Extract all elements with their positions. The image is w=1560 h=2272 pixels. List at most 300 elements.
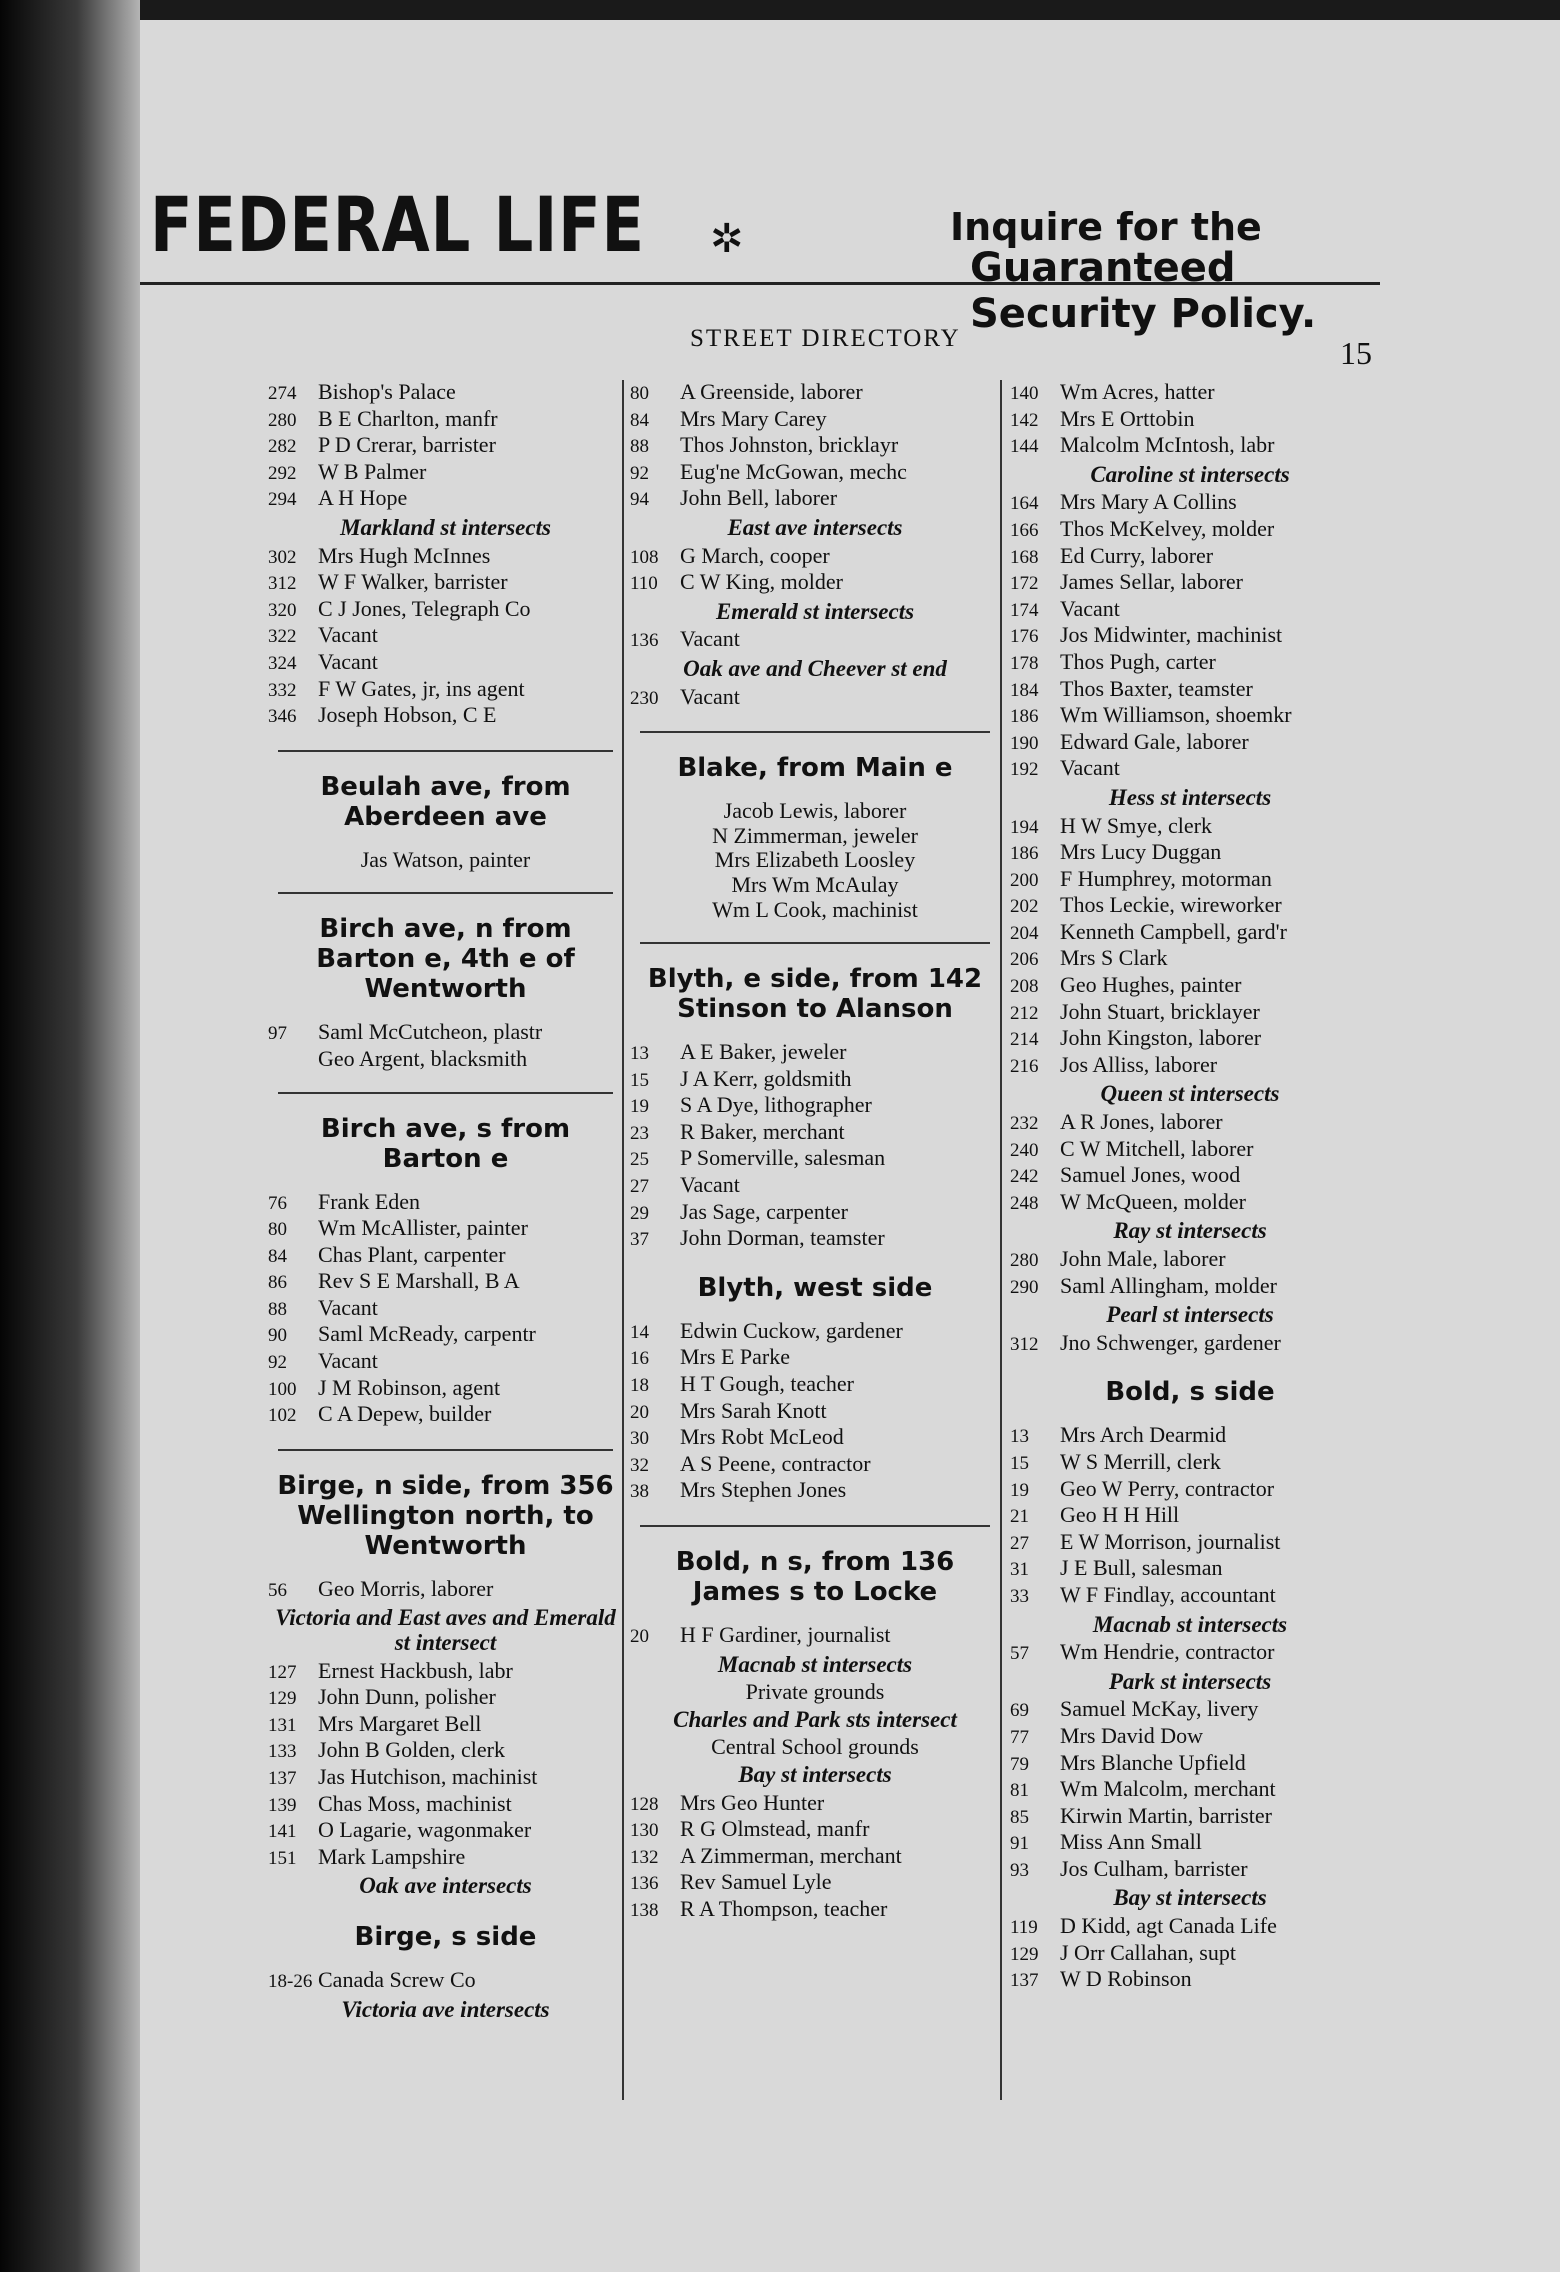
house-number: 79 xyxy=(1010,1753,1029,1775)
house-number: 204 xyxy=(1010,922,1039,944)
resident-name: John Bell, laborer xyxy=(680,485,838,511)
directory-entry xyxy=(1010,1110,1370,1137)
section-divider xyxy=(278,1449,613,1451)
house-number: 32 xyxy=(630,1454,649,1476)
house-number: 216 xyxy=(1010,1055,1039,1077)
directory-entry xyxy=(1010,1830,1370,1857)
house-number: 136 xyxy=(630,1873,659,1895)
resident-name: H W Smye, clerk xyxy=(1060,812,1212,838)
resident-name: Thos Pugh, carter xyxy=(1060,648,1216,674)
resident-name: Jno Schwenger, gardener xyxy=(1060,1329,1281,1355)
directory-entry xyxy=(1010,597,1370,624)
resident-name: J A Kerr, goldsmith xyxy=(680,1065,852,1091)
directory-entry xyxy=(1010,570,1370,597)
directory-entry xyxy=(1010,920,1370,947)
header-rule xyxy=(140,282,1380,285)
directory-entry xyxy=(268,1738,623,1765)
house-number: 33 xyxy=(1010,1585,1029,1607)
resident-name: J M Robinson, agent xyxy=(318,1374,501,1400)
street-heading: Birch ave, s from Barton e xyxy=(320,1113,571,1174)
resident-name: Mrs E Orttobin xyxy=(1060,405,1195,431)
intersection-note: Markland st intersects xyxy=(340,514,551,540)
directory-entry xyxy=(268,1792,623,1819)
resident-name: Mark Lampshire xyxy=(318,1843,466,1869)
resident-name: G March, cooper xyxy=(680,542,830,568)
house-number: 192 xyxy=(1010,759,1039,781)
directory-entry xyxy=(268,433,623,460)
directory-entry xyxy=(1010,893,1370,920)
directory-entry xyxy=(268,1047,623,1072)
house-number: 129 xyxy=(268,1688,297,1710)
resident-name: Wm McAllister, painter xyxy=(318,1215,528,1241)
intersection-note: Emerald st intersects xyxy=(715,598,915,624)
directory-entry xyxy=(1010,1247,1370,1274)
intersection-note: Macnab st intersects xyxy=(1092,1611,1288,1637)
house-number: 88 xyxy=(268,1298,287,1320)
directory-entry xyxy=(268,597,623,624)
section-divider xyxy=(278,892,613,894)
resident-name: Edward Gale, laborer xyxy=(1060,728,1249,754)
directory-entry xyxy=(1010,946,1370,973)
directory-entry xyxy=(1010,650,1370,677)
street-heading: Bold, n s, from 136 James s to Locke xyxy=(675,1547,955,1607)
house-number: 19 xyxy=(1010,1479,1029,1501)
house-number: 174 xyxy=(1010,599,1039,621)
directory-entry xyxy=(1010,1967,1370,1994)
resident-name: Mrs Lucy Duggan xyxy=(1060,839,1222,865)
house-number: 108 xyxy=(630,546,659,568)
resident-name: W B Palmer xyxy=(318,458,427,484)
directory-entry xyxy=(630,1452,1000,1479)
house-number: 84 xyxy=(268,1245,287,1267)
directory-entry xyxy=(1010,1026,1370,1053)
resident-name: Chas Plant, carpenter xyxy=(318,1241,506,1267)
resident-name: Malcolm McIntosh, labr xyxy=(1060,432,1275,458)
directory-entry xyxy=(1010,1556,1370,1583)
directory-entry xyxy=(630,486,1000,513)
directory-entry xyxy=(1010,1000,1370,1027)
intersection-note: Bay st intersects xyxy=(738,1761,892,1787)
resident-name: W F Findlay, accountant xyxy=(1060,1581,1276,1607)
directory-entry xyxy=(630,1319,1000,1346)
resident-name: Mrs Blanche Upfield xyxy=(1060,1749,1246,1775)
resident-name: Rev Samuel Lyle xyxy=(680,1869,832,1895)
directory-entry xyxy=(630,1817,1000,1844)
intersection-note: Oak ave intersects xyxy=(359,1873,532,1899)
directory-entry xyxy=(1010,703,1370,730)
street-heading: Blyth, e side, from 142 Stinson to Alanson xyxy=(647,964,983,1025)
house-number: 77 xyxy=(1010,1726,1029,1748)
resident-name: Vacant xyxy=(318,622,378,648)
house-number: 18-26 xyxy=(268,1970,313,1992)
section-divider xyxy=(640,1525,990,1527)
house-number: 214 xyxy=(1010,1029,1039,1051)
section-divider xyxy=(278,1092,613,1094)
directory-entry xyxy=(1010,490,1370,517)
house-number: 168 xyxy=(1010,546,1039,568)
resident-name: Mrs Mary A Collins xyxy=(1060,489,1237,515)
directory-entry: Jacob Lewis, laborer xyxy=(723,798,907,824)
resident-name: Ernest Hackbush, labr xyxy=(318,1657,513,1683)
resident-name: A Greenside, laborer xyxy=(680,379,863,404)
house-number: 248 xyxy=(1010,1192,1039,1214)
house-number: 302 xyxy=(268,546,297,568)
directory-entry xyxy=(630,1146,1000,1173)
house-number: 25 xyxy=(630,1149,649,1171)
directory-entry xyxy=(268,703,623,730)
resident-name: Thos McKelvey, molder xyxy=(1060,515,1275,541)
directory-entry xyxy=(630,1173,1000,1200)
house-number: 20 xyxy=(630,1626,649,1647)
directory-entry xyxy=(630,1870,1000,1897)
directory-entry xyxy=(1010,973,1370,1000)
resident-name: James Sellar, laborer xyxy=(1060,569,1243,595)
house-number: 13 xyxy=(630,1043,649,1065)
resident-name: John Kingston, laborer xyxy=(1060,1025,1262,1051)
house-number: 178 xyxy=(1010,652,1039,674)
resident-name: Samuel Jones, wood xyxy=(1060,1162,1241,1188)
resident-name: Edwin Cuckow, gardener xyxy=(680,1317,903,1343)
directory-entry xyxy=(268,1216,623,1243)
resident-name: Chas Moss, machinist xyxy=(318,1790,512,1816)
resident-name: Samuel McKay, livery xyxy=(1060,1696,1259,1722)
house-number: 133 xyxy=(268,1741,297,1763)
resident-name: Mrs Stephen Jones xyxy=(680,1477,847,1503)
resident-name: John Dunn, polisher xyxy=(318,1684,496,1710)
directory-entry xyxy=(630,1120,1000,1147)
house-number: 16 xyxy=(630,1348,649,1370)
intersection-note: Park st intersects xyxy=(1108,1668,1272,1694)
section-title: STREET DIRECTORY xyxy=(690,325,961,352)
house-number: 13 xyxy=(1010,1426,1029,1448)
resident-name: Geo Morris, laborer xyxy=(318,1575,494,1601)
resident-name: Vacant xyxy=(680,683,740,709)
street-heading: Birge, n side, from 356 Wellington north, to Wentworth xyxy=(277,1470,614,1561)
resident-name: Kirwin Martin, barrister xyxy=(1060,1802,1272,1828)
house-number: 138 xyxy=(630,1899,659,1921)
house-number: 90 xyxy=(268,1325,287,1347)
intersection-note: Oak ave and Cheever st end xyxy=(683,655,947,681)
directory-entry xyxy=(268,1243,623,1270)
directory-entry xyxy=(268,1376,623,1403)
resident-name: Geo W Perry, contractor xyxy=(1060,1475,1275,1501)
house-number: 92 xyxy=(268,1352,287,1374)
resident-name: Thos Leckie, wireworker xyxy=(1060,892,1282,918)
directory-entry xyxy=(268,1765,623,1792)
resident-name: Canada Screw Co xyxy=(318,1966,476,1992)
resident-name: W McQueen, molder xyxy=(1060,1188,1246,1214)
resident-name: Vacant xyxy=(1060,595,1120,621)
house-number: 100 xyxy=(268,1378,297,1400)
directory-entry xyxy=(268,1269,623,1296)
resident-name: Wm Acres, hatter xyxy=(1060,379,1215,404)
intersection-note: Ray st intersects xyxy=(1113,1218,1267,1244)
house-number: 280 xyxy=(268,409,297,431)
house-number: 93 xyxy=(1010,1859,1029,1881)
street-heading: Blyth, west side xyxy=(697,1272,933,1303)
street-heading: Bold, s side xyxy=(1105,1377,1275,1408)
resident-name: Vacant xyxy=(318,1294,378,1320)
resident-name: W D Robinson xyxy=(1060,1966,1192,1992)
directory-entry: Private grounds xyxy=(745,1679,885,1705)
resident-name: A R Jones, laborer xyxy=(1060,1109,1223,1135)
directory-entry xyxy=(1010,623,1370,650)
resident-name: Jos Culham, barrister xyxy=(1060,1855,1248,1881)
house-number: 91 xyxy=(1010,1833,1029,1855)
house-number: 137 xyxy=(268,1768,297,1789)
street-heading: Blake, from Main e xyxy=(677,753,953,784)
house-number: 186 xyxy=(1010,706,1039,728)
directory-entry xyxy=(268,650,623,677)
resident-name: Vacant xyxy=(318,648,378,674)
house-number: 294 xyxy=(268,489,297,511)
directory-entry xyxy=(1010,1503,1370,1530)
directory-entry xyxy=(1010,1697,1370,1724)
directory-entry xyxy=(630,1399,1000,1426)
house-number: 200 xyxy=(1010,869,1039,891)
directory-entry xyxy=(630,685,1000,712)
directory-entry xyxy=(1010,1640,1370,1667)
house-number: 139 xyxy=(268,1794,297,1816)
resident-name: A E Baker, jeweler xyxy=(680,1039,847,1065)
house-number: 128 xyxy=(630,1793,659,1815)
resident-name: R A Thompson, teacher xyxy=(680,1895,888,1921)
house-number: 131 xyxy=(268,1714,297,1736)
directory-entry xyxy=(1010,1751,1370,1778)
directory-entry xyxy=(1010,1724,1370,1751)
directory-entry xyxy=(1010,1053,1370,1080)
directory-entry xyxy=(630,627,1000,654)
house-number: 21 xyxy=(1010,1506,1029,1528)
house-number: 20 xyxy=(630,1401,649,1423)
resident-name: Geo Argent, blacksmith xyxy=(318,1045,528,1071)
house-number: 130 xyxy=(630,1820,659,1842)
directory-entry xyxy=(1010,1530,1370,1557)
slogan-line-1: Inquire for the xyxy=(950,205,1262,249)
resident-name: S A Dye, lithographer xyxy=(680,1092,872,1118)
resident-name: P Somerville, salesman xyxy=(680,1145,886,1171)
page-number: 15 xyxy=(1340,335,1372,371)
resident-name: Ed Curry, laborer xyxy=(1060,542,1214,568)
directory-entry: Central School grounds xyxy=(711,1734,919,1760)
resident-name: D Kidd, agt Canada Life xyxy=(1060,1913,1277,1939)
resident-name: E W Morrison, journalist xyxy=(1060,1528,1281,1554)
resident-name: Mrs E Parke xyxy=(680,1344,790,1370)
directory-entry xyxy=(630,1040,1000,1067)
directory-entry xyxy=(268,677,623,704)
intersection-note: Bay st intersects xyxy=(1113,1885,1267,1911)
resident-name: Miss Ann Small xyxy=(1060,1829,1202,1855)
directory-entry xyxy=(630,1478,1000,1505)
directory-entry xyxy=(630,1093,1000,1120)
directory-entry xyxy=(268,1402,623,1429)
house-number: 230 xyxy=(630,687,659,709)
resident-name: Frank Eden xyxy=(318,1188,421,1214)
book-spine-shadow xyxy=(0,0,140,2272)
directory-entry xyxy=(1010,1777,1370,1804)
resident-name: Mrs Robt McLeod xyxy=(680,1424,844,1450)
house-number: 15 xyxy=(1010,1452,1029,1474)
house-number: 206 xyxy=(1010,949,1039,971)
house-number: 23 xyxy=(630,1122,649,1144)
house-number: 322 xyxy=(268,626,297,648)
directory-entry xyxy=(1010,544,1370,571)
resident-name: Wm Williamson, shoemkr xyxy=(1060,702,1292,728)
resident-name: Eug'ne McGowan, mechc xyxy=(680,458,907,484)
seal-icon: ✲ xyxy=(710,216,744,261)
directory-entry xyxy=(1010,1914,1370,1941)
intersection-note: Victoria and East aves and Emerald st intersect xyxy=(275,1605,616,1656)
directory-entry: Jas Watson, painter xyxy=(360,846,531,872)
directory-entry xyxy=(630,1200,1000,1227)
directory-entry xyxy=(268,544,623,571)
house-number: 132 xyxy=(630,1846,659,1868)
directory-entry xyxy=(268,407,623,434)
section-divider xyxy=(278,750,613,752)
house-number: 232 xyxy=(1010,1113,1039,1135)
directory-entry xyxy=(1010,1804,1370,1831)
slogan-line-2: Guaranteed Security Policy. xyxy=(970,245,1317,337)
directory-entry: Mrs Wm McAulay xyxy=(731,871,899,897)
resident-name: Jos Midwinter, machinist xyxy=(1060,622,1283,648)
directory-entry xyxy=(630,1425,1000,1452)
directory-entry xyxy=(630,1067,1000,1094)
directory-entry xyxy=(630,1791,1000,1818)
directory-entry xyxy=(268,1712,623,1739)
intersection-note: Hess st intersects xyxy=(1108,784,1272,810)
resident-name: Mrs David Dow xyxy=(1060,1722,1203,1748)
house-number: 184 xyxy=(1010,679,1039,701)
intersection-note: Pearl st intersects xyxy=(1106,1302,1274,1328)
resident-name: Mrs Mary Carey xyxy=(680,405,827,431)
house-number: 280 xyxy=(1010,1250,1039,1271)
column-divider xyxy=(1000,380,1002,2100)
resident-name: A S Peene, contractor xyxy=(680,1450,871,1476)
resident-name: C W King, molder xyxy=(680,569,843,595)
resident-name: Mrs Hugh McInnes xyxy=(318,542,491,568)
house-number: 102 xyxy=(268,1405,297,1427)
intersection-note: Caroline st intersects xyxy=(1090,461,1290,487)
house-number: 190 xyxy=(1010,732,1039,754)
house-number: 332 xyxy=(268,679,297,701)
house-number: 94 xyxy=(630,489,649,511)
resident-name: Geo Hughes, painter xyxy=(1060,972,1242,998)
resident-name: J Orr Callahan, supt xyxy=(1060,1939,1236,1965)
house-number: 202 xyxy=(1010,896,1039,918)
street-heading: Beulah ave, from Aberdeen ave xyxy=(320,771,571,832)
directory-entry xyxy=(268,460,623,487)
directory-entry xyxy=(630,1623,1000,1650)
house-number: 151 xyxy=(268,1847,297,1869)
resident-name: Rev S E Marshall, B A xyxy=(318,1268,520,1294)
resident-name: R Baker, merchant xyxy=(680,1118,845,1144)
house-number: 37 xyxy=(630,1229,649,1251)
house-number: 212 xyxy=(1010,1002,1039,1024)
resident-name: Saml McReady, carpentr xyxy=(318,1321,536,1347)
resident-name: P D Crerar, barrister xyxy=(318,432,496,458)
advertisement-header xyxy=(150,165,1380,337)
house-number: 38 xyxy=(630,1481,649,1503)
directory-entry xyxy=(630,1372,1000,1399)
house-number: 29 xyxy=(630,1202,649,1224)
house-number: 292 xyxy=(268,462,297,484)
directory-entry: Wm L Cook, machinist xyxy=(712,896,918,922)
resident-name: B E Charlton, manfr xyxy=(318,405,498,431)
directory-entry xyxy=(1010,1163,1370,1190)
resident-name: Mrs Margaret Bell xyxy=(318,1710,482,1736)
directory-entry xyxy=(1010,433,1370,460)
house-number: 320 xyxy=(268,599,297,621)
house-number: 176 xyxy=(1010,626,1039,648)
directory-entry xyxy=(1010,1583,1370,1610)
directory-entry xyxy=(1010,1857,1370,1884)
directory-entry: Mrs Elizabeth Loosley xyxy=(714,847,916,873)
brand-name: FEDERAL LIFE xyxy=(150,180,645,269)
resident-name: Jas Sage, carpenter xyxy=(680,1198,848,1224)
directory-entry xyxy=(268,1349,623,1376)
directory-entry xyxy=(1010,1274,1370,1301)
directory-entry xyxy=(1010,1941,1370,1968)
directory-column-3 xyxy=(1010,380,1370,1994)
directory-entry xyxy=(630,544,1000,571)
house-number: 166 xyxy=(1010,519,1039,541)
house-number: 84 xyxy=(630,409,649,431)
resident-name: Saml Allingham, molder xyxy=(1060,1272,1277,1298)
section-divider xyxy=(640,731,990,733)
resident-name: C W Mitchell, laborer xyxy=(1060,1135,1254,1161)
directory-entry xyxy=(268,1296,623,1323)
resident-name: Saml McCutcheon, plastr xyxy=(318,1019,543,1045)
house-number: 97 xyxy=(268,1023,287,1045)
house-number: 86 xyxy=(268,1272,287,1294)
directory-entry xyxy=(268,486,623,513)
directory-entry xyxy=(1010,1477,1370,1504)
resident-name: Mrs Sarah Knott xyxy=(680,1397,827,1423)
house-number: 172 xyxy=(1010,573,1039,595)
house-number: 110 xyxy=(630,573,658,595)
resident-name: Vacant xyxy=(680,626,740,652)
resident-name: A H Hope xyxy=(318,485,408,511)
directory-entry xyxy=(630,1226,1000,1253)
house-number: 56 xyxy=(268,1579,287,1601)
section-divider xyxy=(640,942,990,944)
directory-entry xyxy=(268,1968,623,1995)
intersection-note: Charles and Park sts intersect xyxy=(673,1706,957,1732)
intersection-note: East ave intersects xyxy=(727,514,903,540)
resident-name: H F Gardiner, journalist xyxy=(680,1622,891,1647)
house-number: 80 xyxy=(630,383,649,404)
resident-name: Mrs Geo Hunter xyxy=(680,1789,825,1815)
house-number: 186 xyxy=(1010,843,1039,865)
intersection-note: Victoria ave intersects xyxy=(341,1996,550,2022)
house-number: 137 xyxy=(1010,1970,1039,1992)
resident-name: John Male, laborer xyxy=(1060,1246,1226,1271)
house-number: 141 xyxy=(268,1821,297,1843)
house-number: 127 xyxy=(268,1661,297,1683)
directory-entry xyxy=(268,1190,623,1217)
directory-entry xyxy=(1010,814,1370,841)
directory-entry xyxy=(1010,407,1370,434)
directory-entry xyxy=(268,1322,623,1349)
house-number: 31 xyxy=(1010,1559,1029,1581)
house-number: 92 xyxy=(630,462,649,484)
resident-name: C J Jones, Telegraph Co xyxy=(318,595,531,621)
resident-name: Thos Johnston, bricklayr xyxy=(680,432,899,458)
resident-name: John Dorman, teamster xyxy=(680,1225,885,1251)
directory-entry xyxy=(630,407,1000,434)
house-number: 274 xyxy=(268,383,297,404)
house-number: 69 xyxy=(1010,1700,1029,1722)
